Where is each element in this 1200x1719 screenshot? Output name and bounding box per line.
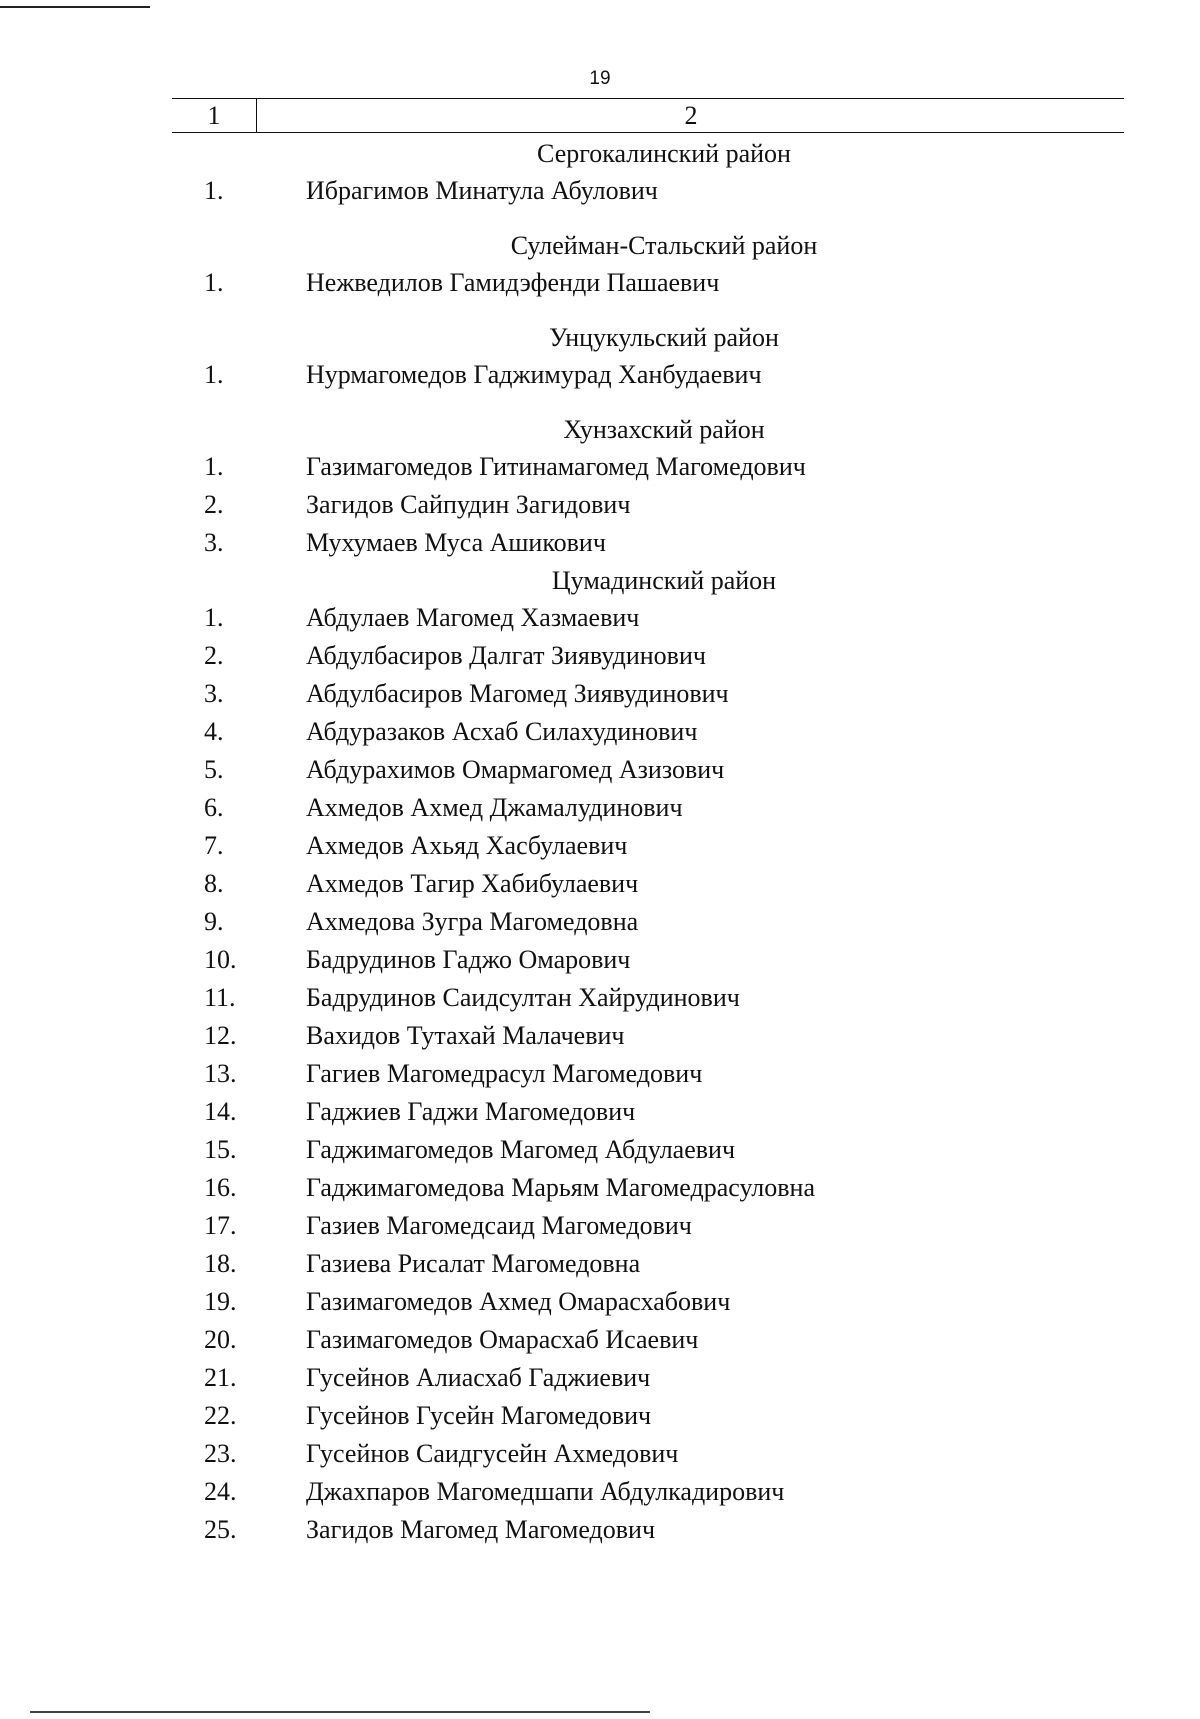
list-item bbox=[0, 789, 1200, 827]
person-name: Ахмедова Зугра Магомедовна bbox=[306, 907, 639, 936]
list-item bbox=[0, 637, 1200, 675]
person-name: Абдулбасиров Далгат Зиявудинович bbox=[306, 641, 706, 670]
list-item bbox=[0, 903, 1200, 941]
person-name: Мухумаев Муса Ашикович bbox=[306, 528, 606, 557]
row-number: 25. bbox=[204, 1515, 237, 1544]
table-header bbox=[172, 98, 1124, 133]
scan-edge-mark bbox=[0, 6, 150, 8]
row-number: 11. bbox=[204, 983, 236, 1012]
person-name: Бадрудинов Саидсултан Хайрудинович bbox=[306, 983, 740, 1012]
row-number: 4. bbox=[204, 717, 224, 746]
person-name: Ахмедов Ахмед Джамалудинович bbox=[306, 793, 683, 822]
row-number: 1. bbox=[204, 603, 224, 632]
list-item bbox=[0, 1397, 1200, 1435]
district-heading: Унцукульский район bbox=[549, 323, 779, 352]
row-number: 6. bbox=[204, 793, 224, 822]
row-number: 15. bbox=[204, 1135, 237, 1164]
row-number: 10. bbox=[204, 945, 237, 974]
page-number: 19 bbox=[589, 68, 611, 89]
document-body bbox=[0, 135, 1200, 1549]
person-name: Нурмагомедов Гаджимурад Ханбудаевич bbox=[306, 360, 762, 389]
person-name: Гагиев Магомедрасул Магомедович bbox=[306, 1059, 703, 1088]
person-name: Вахидов Тутахай Малачевич bbox=[306, 1021, 625, 1050]
row-number: 9. bbox=[204, 907, 224, 936]
list-item bbox=[0, 172, 1200, 210]
person-name: Гусейнов Гусейн Магомедович bbox=[306, 1401, 652, 1430]
list-item bbox=[0, 524, 1200, 562]
list-item bbox=[0, 713, 1200, 751]
person-name: Загидов Магомед Магомедович bbox=[306, 1515, 656, 1544]
person-name: Загидов Сайпудин Загидович bbox=[306, 490, 631, 519]
row-number: 17. bbox=[204, 1211, 237, 1240]
district-heading: Сергокалинский район bbox=[537, 139, 791, 168]
row-number: 2. bbox=[204, 490, 224, 519]
list-item bbox=[0, 751, 1200, 789]
list-item bbox=[0, 1359, 1200, 1397]
list-item bbox=[0, 1473, 1200, 1511]
person-name: Гаджимагомедов Магомед Абдулаевич bbox=[306, 1135, 736, 1164]
list-item bbox=[0, 1017, 1200, 1055]
row-number: 1. bbox=[204, 360, 224, 389]
person-name: Гусейнов Саидгусейн Ахмедович bbox=[306, 1439, 679, 1468]
person-name: Ахмедов Ахьяд Хасбулаевич bbox=[306, 831, 628, 860]
table-header-col-2: 2 bbox=[684, 101, 698, 130]
list-item bbox=[0, 486, 1200, 524]
list-item bbox=[0, 1511, 1200, 1549]
row-number: 18. bbox=[204, 1249, 237, 1278]
person-name: Ибрагимов Минатула Абулович bbox=[306, 176, 658, 205]
row-number: 12. bbox=[204, 1021, 237, 1050]
row-number: 20. bbox=[204, 1325, 237, 1354]
list-item bbox=[0, 1245, 1200, 1283]
person-name: Ахмедов Тагир Хабибулаевич bbox=[306, 869, 639, 898]
district-heading: Цумадинский район bbox=[551, 566, 777, 595]
list-item bbox=[0, 356, 1200, 394]
person-name: Газиев Магомедсаид Магомедович bbox=[306, 1211, 692, 1240]
list-item bbox=[0, 1283, 1200, 1321]
section-spacer bbox=[0, 302, 1200, 319]
person-name: Гаджиев Гаджи Магомедович bbox=[306, 1097, 636, 1126]
section-spacer bbox=[0, 210, 1200, 227]
person-name: Нежведилов Гамидэфенди Пашаевич bbox=[306, 268, 720, 297]
row-number: 7. bbox=[204, 831, 224, 860]
district-heading: Хунзахский район bbox=[563, 415, 765, 444]
person-name: Абдурахимов Омармагомед Азизович bbox=[306, 755, 725, 784]
row-number: 3. bbox=[204, 528, 224, 557]
list-item bbox=[0, 941, 1200, 979]
row-number: 22. bbox=[204, 1401, 237, 1430]
row-number: 14. bbox=[204, 1097, 237, 1126]
person-name: Газимагомедов Омарасхаб Исаевич bbox=[306, 1325, 699, 1354]
list-item bbox=[0, 675, 1200, 713]
list-item bbox=[0, 1207, 1200, 1245]
row-number: 1. bbox=[204, 452, 224, 481]
row-number: 5. bbox=[204, 755, 224, 784]
row-number: 21. bbox=[204, 1363, 237, 1392]
list-item bbox=[0, 1093, 1200, 1131]
person-name: Абдулаев Магомед Хазмаевич bbox=[306, 603, 640, 632]
person-name: Абдулбасиров Магомед Зиявудинович bbox=[306, 679, 729, 708]
list-item bbox=[0, 448, 1200, 486]
list-item bbox=[0, 1321, 1200, 1359]
row-number: 23. bbox=[204, 1439, 237, 1468]
list-item bbox=[0, 264, 1200, 302]
scan-edge-mark bbox=[30, 1711, 650, 1713]
list-item bbox=[0, 1169, 1200, 1207]
list-item bbox=[0, 1435, 1200, 1473]
person-name: Бадрудинов Гаджо Омарович bbox=[306, 945, 631, 974]
list-item bbox=[0, 979, 1200, 1017]
person-name: Джахпаров Магомедшапи Абдулкадирович bbox=[306, 1477, 785, 1506]
person-name: Газимагомедов Ахмед Омарасхабович bbox=[306, 1287, 731, 1316]
person-name: Газиева Рисалат Магомедовна bbox=[306, 1249, 641, 1278]
row-number: 2. bbox=[204, 641, 224, 670]
person-name: Газимагомедов Гитинамагомед Магомедович bbox=[306, 452, 806, 481]
district-heading: Сулейман-Стальский район bbox=[510, 231, 818, 260]
table-header-col-1: 1 bbox=[172, 99, 257, 132]
list-item bbox=[0, 865, 1200, 903]
list-item bbox=[0, 1055, 1200, 1093]
row-number: 13. bbox=[204, 1059, 237, 1088]
list-item bbox=[0, 827, 1200, 865]
list-item bbox=[0, 599, 1200, 637]
person-name: Гаджимагомедова Марьям Магомедрасуловна bbox=[306, 1173, 816, 1202]
person-name: Гусейнов Алиасхаб Гаджиевич bbox=[306, 1363, 651, 1392]
row-number: 8. bbox=[204, 869, 224, 898]
section-spacer bbox=[0, 394, 1200, 411]
row-number: 16. bbox=[204, 1173, 237, 1202]
row-number: 24. bbox=[204, 1477, 237, 1506]
person-name: Абдуразаков Асхаб Силахудинович bbox=[306, 717, 698, 746]
row-number: 3. bbox=[204, 679, 224, 708]
list-item bbox=[0, 1131, 1200, 1169]
row-number: 1. bbox=[204, 268, 224, 297]
row-number: 19. bbox=[204, 1287, 237, 1316]
row-number: 1. bbox=[204, 176, 224, 205]
